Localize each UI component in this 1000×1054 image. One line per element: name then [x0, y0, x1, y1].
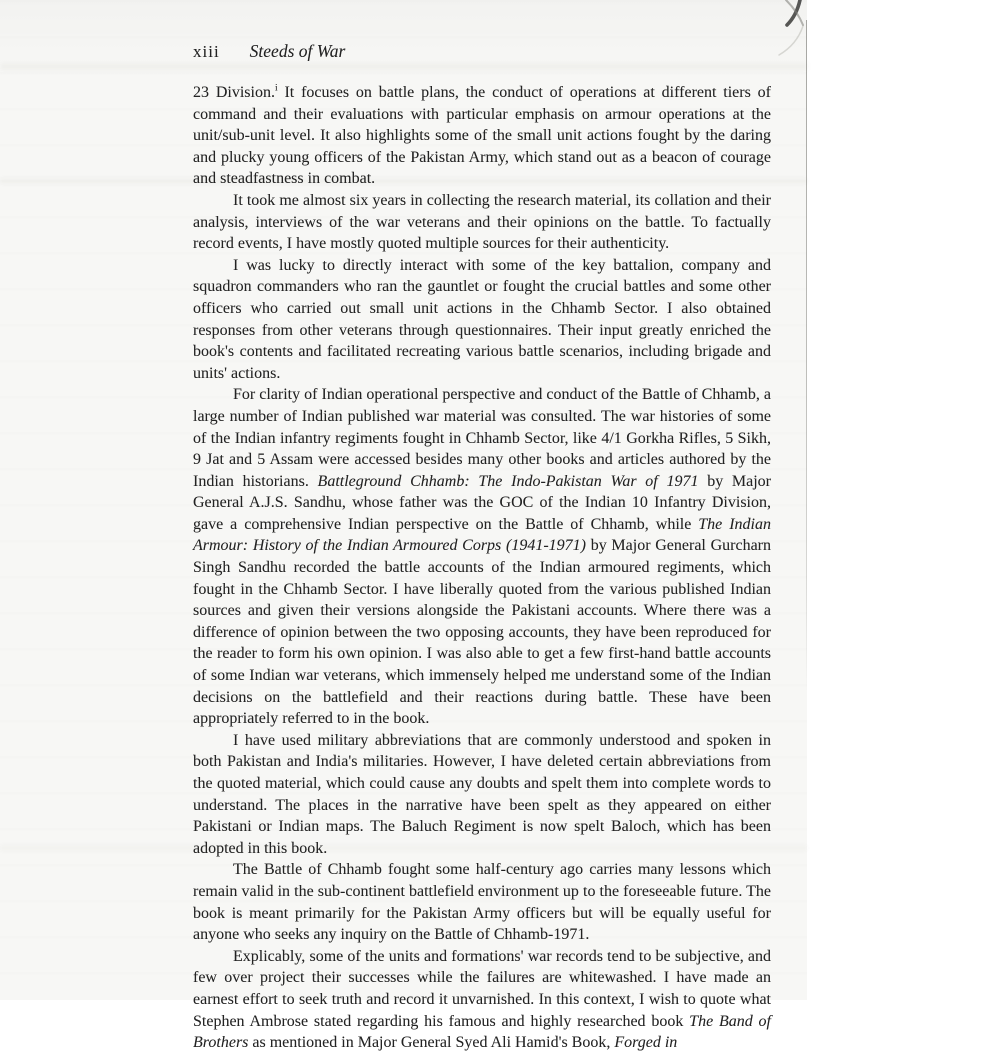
paragraph [193, 255, 771, 385]
page-content [193, 42, 771, 1054]
page-body [193, 82, 771, 1054]
paragraph [193, 859, 771, 945]
paragraph [193, 384, 771, 730]
text-run: I have used military abbreviations that are commonly understood and spoken in both Pakistan and India's militaries. However, I have deleted certain abbreviations from the quoted material, which could cause any doubts and spelt them into complete words to understand. The places in the narrative have been spelt as they appeared on either Pakistani or Indian maps. The Baluch Regiment is now spelt Baloch, which has been adopted in this book. [193, 731, 771, 857]
text-run: For clarity of Indian operational perspective and conduct of the Battle of Chhamb, a large number of Indian published war material was consulted. The war histories of some of the Indian infantry regiments fought in Chhamb Sector, like 4/1 Gorkha Rifles, 5 Sikh, 9 Jat and 5 Assam were accessed besides many other books and articles authored by the Indian historians. [193, 386, 771, 490]
text-run: 23 Division. [193, 84, 275, 101]
endnote-marker: i [274, 83, 278, 94]
text-run: as mentioned in Major General Syed Ali Hamid's Book, [248, 1034, 615, 1052]
cited-title: The Band of Brothers [193, 1012, 772, 1052]
text-run: The Battle of Chhamb fought some half-century ago carries many lessons which remain valid in the sub-continent battlefield environment up to the foreseeable future. The book is meant primarily for the Pakistan Army officers but will be equally useful for anyone who seeks any inquiry on the Battle of Chhamb-1971. [193, 861, 771, 944]
page-number: xiii [193, 42, 220, 61]
running-header [193, 42, 771, 61]
text-run: It focuses on battle plans, the conduct of operations at different tiers of command and their evaluations with particular emphasis on armour operations at the unit/sub-unit level. It also highlights some of the small unit actions fought by the daring and plucky young officers of the Pakistan Army, which stand out as a beacon of courage and steadfastness in combat. [193, 84, 772, 188]
page-curl-icon [766, 0, 816, 62]
text-run: Explicably, some of the units and formations' war records tend to be subjective, and few over project their successes while the failures are whitewashed. I have made an earnest effort to seek truth and record it unvarnished. In this context, I wish to quote what Stephen Ambrose stated regarding his famous and highly researched book [193, 947, 771, 1030]
book-title: Steeds of War [249, 41, 346, 61]
paragraph [193, 82, 771, 190]
paragraph [193, 190, 771, 255]
text-run: I was lucky to directly interact with some of the key battalion, company and squadron commanders who ran the gauntlet or fought the crucial battles and some other officers who carried out small unit actions in the Chhamb Sector. I also obtained responses from other veterans through questionnaires. Their input greatly enriched the book's contents and facilitated recreating various battle scenarios, including brigade and units' actions. [193, 256, 771, 382]
page-edge-line [806, 20, 807, 692]
text-run: by Major General A.J.S. Sandhu, whose father was the GOC of the Indian 10 Infantry Division, gave a comprehensive Indian perspective on the Battle of Chhamb, while [193, 472, 772, 533]
cited-title: Battleground Chhamb: The Indo-Pakistan War of 1971 [317, 472, 699, 490]
text-run: by Major General Gurcharn Singh Sandhu recorded the battle accounts of the Indian armoured regiments, which fought in the Chhamb Sector. I have liberally quoted from the various published Indian sources and given their versions alongside the Pakistani accounts. Where there was a difference of opinion between the two opposing accounts, they have been reproduced for the reader to form his own opinion. I was also able to get a few first-hand battle accounts of some Indian war veterans, which immensely helped me understand some of the Indian decisions on the battlefield and their reactions during battle. These have been appropriately referred to in the book. [193, 537, 772, 728]
cited-title: Forged in [614, 1034, 678, 1052]
text-run: It took me almost six years in collecting the research material, its collation and their analysis, interviews of the war veterans and their opinions on the battle. To factually record events, I have mostly quoted multiple sources for their authenticity. [193, 191, 771, 253]
cited-title: The Indian Armour: History of the Indian Armoured Corps (1941-1971) [193, 515, 771, 555]
paragraph [193, 730, 771, 860]
